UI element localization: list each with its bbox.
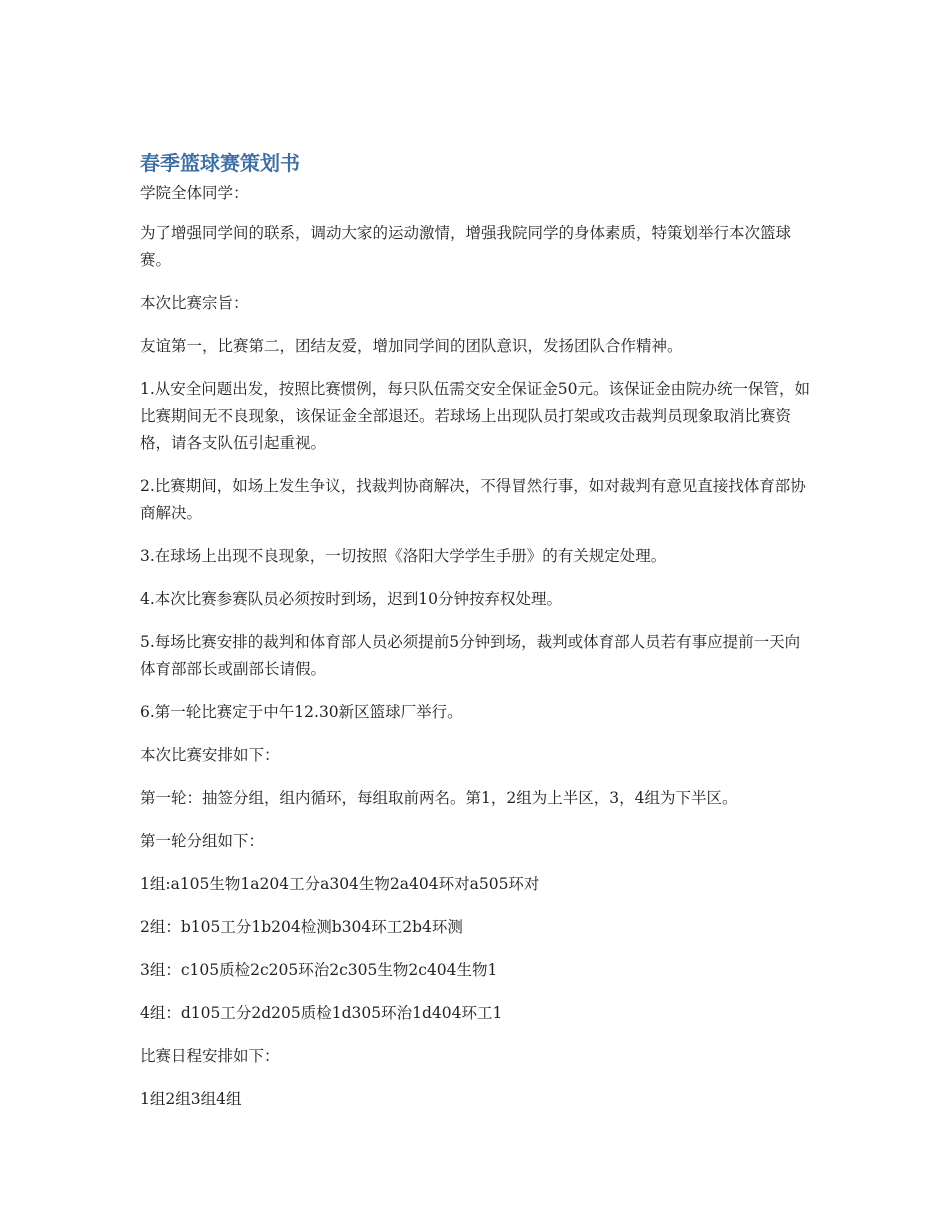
- document-body: [140, 148, 810, 1129]
- paragraph-purpose-heading: 本次比赛宗旨：: [140, 294, 249, 312]
- paragraph-salutation: 学院全体同学：: [140, 184, 249, 202]
- paragraph-schedule-heading: 本次比赛安排如下：: [140, 746, 280, 764]
- rule-item-6: 6.第一轮比赛定于中午12.30新区篮球厂举行。: [140, 703, 463, 721]
- paragraph-intro: 为了增强同学间的联系，调动大家的运动激情，增强我院同学的身体素质，特策划举行本次篮球赛。: [140, 224, 792, 269]
- rule-item-1: 1.从安全问题出发，按照比赛惯例，每只队伍需交安全保证金50元。该保证金由院办统一保管，如比赛期间无不良现象，该保证金全部退还。若球场上出现队员打架或攻击裁判员现象取消比赛资格，请各支队伍引起重视。: [140, 380, 811, 452]
- rule-item-2: 2.比赛期间，如场上发生争议，找裁判协商解决，不得冒然行事，如对裁判有意见直接找体育部协商解决。: [140, 477, 806, 522]
- document-title: 春季篮球赛策划书: [140, 151, 300, 175]
- group-4: 4组：d105工分2d205质检1d305环治1d404环工1: [140, 1004, 503, 1022]
- paragraph-calendar-heading: 比赛日程安排如下：: [140, 1047, 280, 1065]
- paragraph-round-one: 第一轮：抽签分组，组内循环，每组取前两名。第1，2组为上半区，3，4组为下半区。: [140, 789, 738, 807]
- rule-item-3: 3.在球场上出现不良现象，一切按照《洛阳大学学生手册》的有关规定处理。: [140, 547, 667, 565]
- rule-item-4: 4.本次比赛参赛队员必须按时到场，迟到10分钟按弃权处理。: [140, 590, 563, 608]
- paragraph-calendar-groups: 1组2组3组4组: [140, 1090, 242, 1108]
- paragraph-grouping-heading: 第一轮分组如下：: [140, 832, 265, 850]
- group-2: 2组：b105工分1b204检测b304环工2b4环测: [140, 918, 463, 936]
- group-1: 1组:a105生物1a204工分a304生物2a404环对a505环对: [140, 875, 540, 893]
- paragraph-purpose: 友谊第一，比赛第二，团结友爱，增加同学间的团队意识，发扬团队合作精神。: [140, 337, 683, 355]
- rule-item-5: 5.每场比赛安排的裁判和体育部人员必须提前5分钟到场，裁判或体育部人员若有事应提前一天向体育部部长或副部长请假。: [140, 633, 801, 678]
- group-3: 3组：c105质检2c205环治2c305生物2c404生物1: [140, 961, 498, 979]
